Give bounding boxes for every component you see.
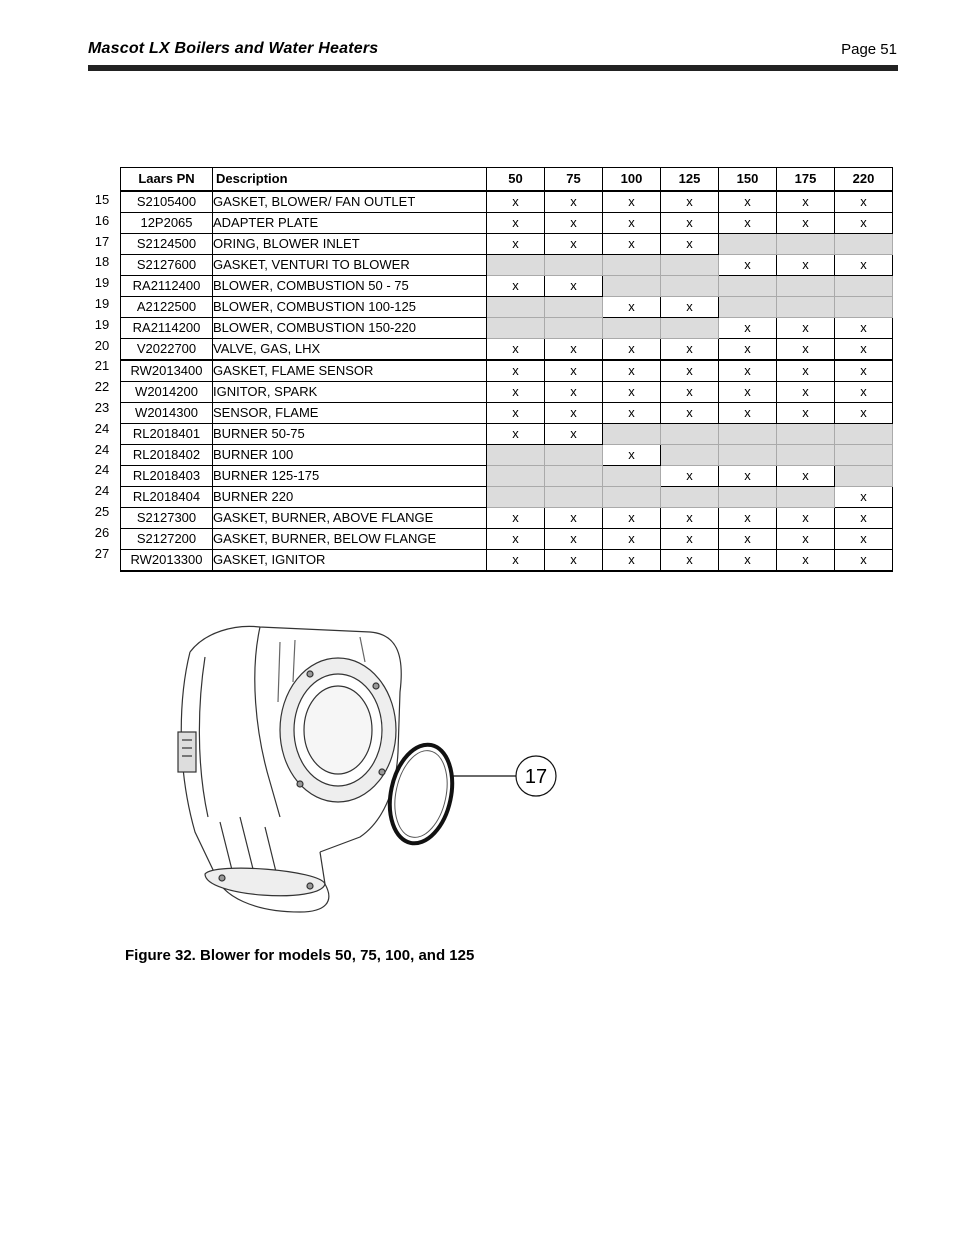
model-applicability-cell	[777, 487, 835, 508]
description-cell: GASKET, BURNER, BELOW FLANGE	[213, 529, 487, 550]
part-number-cell: RW2013300	[121, 550, 213, 572]
item-number: 16	[94, 212, 110, 228]
table-row	[121, 276, 893, 297]
model-applicability-cell: x	[777, 339, 835, 361]
item-number: 24	[94, 441, 110, 457]
model-applicability-cell: x	[603, 339, 661, 361]
part-number-cell: 12P2065	[121, 213, 213, 234]
description-cell: GASKET, BURNER, ABOVE FLANGE	[213, 508, 487, 529]
model-applicability-cell: x	[835, 213, 893, 234]
model-applicability-cell: x	[603, 508, 661, 529]
model-applicability-cell: x	[835, 487, 893, 508]
model-applicability-cell: x	[603, 297, 661, 318]
part-number-cell: RL2018404	[121, 487, 213, 508]
model-applicability-cell: x	[777, 318, 835, 339]
model-applicability-cell	[661, 424, 719, 445]
model-applicability-cell: x	[661, 234, 719, 255]
model-applicability-cell: x	[487, 550, 545, 572]
item-number: 27	[94, 545, 110, 561]
model-applicability-cell: x	[487, 234, 545, 255]
model-applicability-cell: x	[545, 234, 603, 255]
o-ring-part	[381, 739, 460, 849]
model-applicability-cell: x	[661, 403, 719, 424]
description-cell: BLOWER, COMBUSTION 100-125	[213, 297, 487, 318]
model-applicability-cell: x	[719, 255, 777, 276]
part-number-cell: RL2018401	[121, 424, 213, 445]
model-applicability-cell: x	[603, 529, 661, 550]
description-cell: SENSOR, FLAME	[213, 403, 487, 424]
table-row	[121, 382, 893, 403]
description-cell: BLOWER, COMBUSTION 150-220	[213, 318, 487, 339]
model-applicability-cell: x	[603, 445, 661, 466]
table-row	[121, 550, 893, 572]
model-applicability-cell: x	[487, 424, 545, 445]
table-row	[121, 403, 893, 424]
model-applicability-cell: x	[661, 339, 719, 361]
model-applicability-cell: x	[487, 213, 545, 234]
table-row	[121, 213, 893, 234]
model-applicability-cell	[603, 276, 661, 297]
model-applicability-cell: x	[719, 382, 777, 403]
model-applicability-cell: x	[487, 339, 545, 361]
item-number: 19	[94, 275, 110, 291]
model-applicability-cell: x	[545, 360, 603, 382]
description-cell: GASKET, FLAME SENSOR	[213, 360, 487, 382]
model-applicability-cell: x	[719, 339, 777, 361]
model-applicability-cell: x	[835, 529, 893, 550]
model-applicability-cell: x	[777, 466, 835, 487]
model-applicability-cell: x	[719, 360, 777, 382]
model-applicability-cell: x	[545, 508, 603, 529]
model-applicability-cell: x	[777, 529, 835, 550]
model-applicability-cell: x	[661, 382, 719, 403]
description-cell: BURNER 220	[213, 487, 487, 508]
model-applicability-cell	[661, 487, 719, 508]
column-header-model: 125	[661, 168, 719, 192]
table-row	[121, 508, 893, 529]
model-applicability-cell: x	[545, 382, 603, 403]
part-number-cell: RA2114200	[121, 318, 213, 339]
description-cell: BURNER 50-75	[213, 424, 487, 445]
model-applicability-cell: x	[719, 550, 777, 572]
model-applicability-cell	[719, 276, 777, 297]
figure-caption: Figure 32. Blower for models 50, 75, 100, and 125	[125, 947, 475, 964]
part-number-cell: RW2013400	[121, 360, 213, 382]
model-applicability-cell	[835, 234, 893, 255]
model-applicability-cell: x	[719, 508, 777, 529]
table-row	[121, 339, 893, 361]
item-number: 24	[94, 420, 110, 436]
model-applicability-cell: x	[661, 213, 719, 234]
model-applicability-cell	[545, 297, 603, 318]
description-cell: BURNER 125-175	[213, 466, 487, 487]
model-applicability-cell: x	[835, 382, 893, 403]
model-applicability-cell: x	[545, 339, 603, 361]
item-number: 17	[94, 233, 110, 249]
description-cell: GASKET, IGNITOR	[213, 550, 487, 572]
part-number-cell: A2122500	[121, 297, 213, 318]
model-applicability-cell: x	[835, 191, 893, 213]
model-applicability-cell: x	[487, 191, 545, 213]
model-applicability-cell	[545, 445, 603, 466]
part-number-cell: RL2018403	[121, 466, 213, 487]
model-applicability-cell	[661, 276, 719, 297]
model-applicability-cell	[661, 255, 719, 276]
blower-illustration	[160, 612, 580, 922]
model-applicability-cell	[603, 255, 661, 276]
item-number: 24	[94, 462, 110, 478]
model-applicability-cell: x	[719, 191, 777, 213]
model-applicability-cell: x	[719, 466, 777, 487]
model-applicability-cell: x	[661, 297, 719, 318]
model-applicability-cell: x	[835, 318, 893, 339]
model-applicability-cell: x	[603, 550, 661, 572]
model-applicability-cell: x	[661, 529, 719, 550]
table-row	[121, 360, 893, 382]
model-applicability-cell: x	[835, 508, 893, 529]
model-applicability-cell: x	[777, 191, 835, 213]
part-number-cell: W2014200	[121, 382, 213, 403]
description-cell: GASKET, BLOWER/ FAN OUTLET	[213, 191, 487, 213]
model-applicability-cell	[719, 445, 777, 466]
model-applicability-cell	[777, 297, 835, 318]
model-applicability-cell: x	[545, 424, 603, 445]
table-row	[121, 424, 893, 445]
model-applicability-cell: x	[835, 403, 893, 424]
model-applicability-cell	[603, 487, 661, 508]
model-applicability-cell: x	[661, 466, 719, 487]
model-applicability-cell: x	[603, 360, 661, 382]
model-applicability-cell	[487, 318, 545, 339]
model-applicability-cell: x	[661, 550, 719, 572]
model-applicability-cell: x	[487, 382, 545, 403]
model-applicability-cell: x	[777, 360, 835, 382]
model-applicability-cell: x	[661, 360, 719, 382]
model-applicability-cell: x	[545, 403, 603, 424]
model-applicability-cell	[835, 297, 893, 318]
model-applicability-cell: x	[777, 213, 835, 234]
model-applicability-cell: x	[545, 213, 603, 234]
item-number: 23	[94, 400, 110, 415]
model-applicability-cell	[545, 487, 603, 508]
model-applicability-cell: x	[603, 213, 661, 234]
model-applicability-cell	[777, 424, 835, 445]
callout-label: 17	[524, 766, 548, 788]
model-applicability-cell	[545, 318, 603, 339]
model-applicability-cell: x	[719, 213, 777, 234]
column-header-model: 75	[545, 168, 603, 192]
model-applicability-cell	[719, 297, 777, 318]
model-applicability-cell: x	[835, 255, 893, 276]
model-applicability-cell: x	[777, 255, 835, 276]
item-number: 22	[94, 379, 110, 395]
part-number-cell: S2127300	[121, 508, 213, 529]
column-header-model: 220	[835, 168, 893, 192]
model-applicability-cell	[835, 276, 893, 297]
description-cell: GASKET, VENTURI TO BLOWER	[213, 255, 487, 276]
item-number: 20	[94, 337, 110, 353]
table-row	[121, 255, 893, 276]
document-title: Mascot LX Boilers and Water Heaters	[88, 40, 379, 57]
part-number-cell: S2127200	[121, 529, 213, 550]
part-number-cell: S2124500	[121, 234, 213, 255]
header-rule	[88, 65, 898, 71]
model-applicability-cell: x	[603, 234, 661, 255]
model-applicability-cell	[719, 234, 777, 255]
model-applicability-cell: x	[603, 403, 661, 424]
table-row	[121, 297, 893, 318]
model-applicability-cell: x	[603, 191, 661, 213]
description-cell: BLOWER, COMBUSTION 50 - 75	[213, 276, 487, 297]
column-header-model: 150	[719, 168, 777, 192]
model-applicability-cell: x	[777, 382, 835, 403]
model-applicability-cell	[603, 424, 661, 445]
model-applicability-cell: x	[545, 529, 603, 550]
model-applicability-cell: x	[777, 550, 835, 572]
table-row	[121, 529, 893, 550]
description-cell: VALVE, GAS, LHX	[213, 339, 487, 361]
model-applicability-cell	[661, 318, 719, 339]
model-applicability-cell: x	[487, 360, 545, 382]
model-applicability-cell	[603, 466, 661, 487]
model-applicability-cell: x	[719, 403, 777, 424]
model-applicability-cell	[603, 318, 661, 339]
page-number: Page 51	[841, 41, 897, 58]
part-number-cell: W2014300	[121, 403, 213, 424]
model-applicability-cell: x	[835, 360, 893, 382]
table-header-row	[121, 168, 893, 192]
model-applicability-cell: x	[719, 529, 777, 550]
parts-table	[120, 167, 893, 572]
column-header-description: Description	[213, 168, 487, 192]
table-row	[121, 487, 893, 508]
model-applicability-cell	[487, 297, 545, 318]
item-number: 24	[94, 483, 110, 499]
model-applicability-cell: x	[603, 382, 661, 403]
model-applicability-cell	[835, 424, 893, 445]
column-header-model: 50	[487, 168, 545, 192]
model-applicability-cell	[719, 487, 777, 508]
model-applicability-cell: x	[487, 403, 545, 424]
model-applicability-cell: x	[545, 276, 603, 297]
model-applicability-cell: x	[661, 508, 719, 529]
part-number-cell: V2022700	[121, 339, 213, 361]
model-applicability-cell: x	[835, 550, 893, 572]
model-applicability-cell	[777, 234, 835, 255]
item-number: 25	[94, 504, 110, 519]
column-header-pn: Laars PN	[121, 168, 213, 192]
model-applicability-cell: x	[487, 276, 545, 297]
table-row	[121, 466, 893, 487]
part-number-cell: RA2112400	[121, 276, 213, 297]
part-number-cell: S2127600	[121, 255, 213, 276]
item-number: 21	[94, 358, 110, 374]
model-applicability-cell	[777, 276, 835, 297]
part-number-cell: RL2018402	[121, 445, 213, 466]
item-number: 19	[94, 316, 110, 332]
item-number: 26	[94, 524, 110, 540]
model-applicability-cell	[661, 445, 719, 466]
table-row	[121, 234, 893, 255]
model-applicability-cell	[487, 466, 545, 487]
item-number: 19	[94, 296, 110, 311]
model-applicability-cell: x	[777, 508, 835, 529]
model-applicability-cell: x	[835, 339, 893, 361]
item-number: 15	[94, 192, 110, 207]
model-applicability-cell	[835, 445, 893, 466]
table-row	[121, 191, 893, 213]
model-applicability-cell	[487, 487, 545, 508]
model-applicability-cell	[719, 424, 777, 445]
model-applicability-cell	[487, 255, 545, 276]
model-applicability-cell: x	[545, 191, 603, 213]
model-applicability-cell: x	[545, 550, 603, 572]
model-applicability-cell	[835, 466, 893, 487]
description-cell: ADAPTER PLATE	[213, 213, 487, 234]
model-applicability-cell: x	[777, 403, 835, 424]
description-cell: ORING, BLOWER INLET	[213, 234, 487, 255]
model-applicability-cell	[545, 255, 603, 276]
model-applicability-cell: x	[661, 191, 719, 213]
column-header-model: 175	[777, 168, 835, 192]
model-applicability-cell	[777, 445, 835, 466]
model-applicability-cell	[545, 466, 603, 487]
model-applicability-cell	[487, 445, 545, 466]
table-row	[121, 445, 893, 466]
model-applicability-cell: x	[487, 529, 545, 550]
table-row	[121, 318, 893, 339]
description-cell: IGNITOR, SPARK	[213, 382, 487, 403]
model-applicability-cell: x	[719, 318, 777, 339]
item-number: 18	[94, 254, 110, 270]
model-applicability-cell: x	[487, 508, 545, 529]
part-number-cell: S2105400	[121, 191, 213, 213]
column-header-model: 100	[603, 168, 661, 192]
description-cell: BURNER 100	[213, 445, 487, 466]
